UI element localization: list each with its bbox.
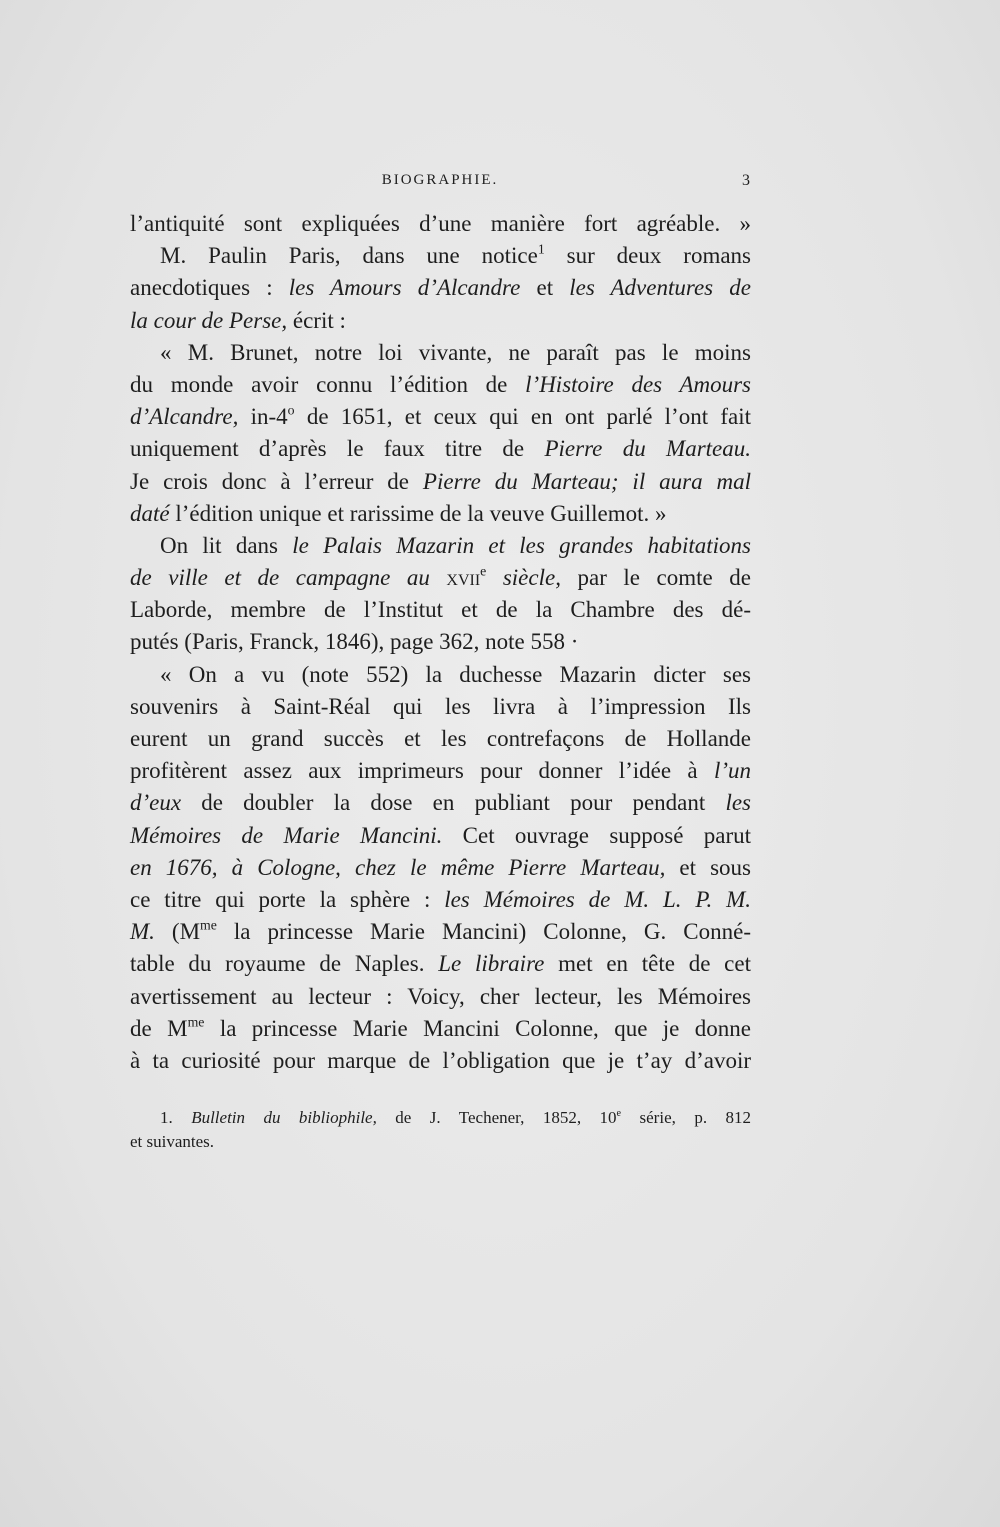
text-line: M. Paulin Paris, dans une notice$^1$ sur deux romans bbox=[160, 241, 752, 269]
italic-text: daté bbox=[130, 500, 170, 526]
superscript: 1 bbox=[537, 241, 545, 257]
italic-text: Le libraire bbox=[438, 951, 545, 977]
text-line: uniquement d’après le faux titre de Pierre du Marteau. bbox=[130, 436, 751, 462]
text-line: anecdotiques : les Amours d’Alcandre et les Adventures de bbox=[130, 275, 751, 301]
superscript: me bbox=[187, 1014, 205, 1030]
text-line: profitèrent assez aux imprimeurs pour donner l’idée à l’un bbox=[130, 758, 751, 784]
italic-text: l’Histoire des Amours bbox=[525, 371, 752, 397]
text-line: ce titre qui porte la sphère : les Mémoires de M. L. P. M. bbox=[130, 886, 751, 912]
italic-text: la cour de Perse, bbox=[130, 307, 288, 333]
italic-text: le Palais Mazarin et les grandes habitations bbox=[292, 532, 751, 558]
text-line: Je crois donc à l’erreur de Pierre du Marteau; il aura mal bbox=[130, 468, 751, 494]
italic-text: les Adventures de bbox=[569, 275, 751, 301]
body-text bbox=[130, 208, 751, 1077]
italic-text: Bulletin du bibliophile, bbox=[191, 1108, 377, 1127]
text-line: de $M^{me}$ la princesse Marie Mancini Colonne, que je donne bbox=[130, 1014, 751, 1041]
footnote-line: 1. Bulletin du bibliophile, de J. Techener, 1852, 10e série, p. 812 bbox=[160, 1107, 752, 1127]
text-line: On lit dans le Palais Mazarin et les grandes habitations bbox=[160, 532, 751, 558]
italic-text: d’Alcandre, bbox=[130, 404, 239, 430]
text-line: M. ($M^{me}$ la princesse Marie Mancini) Colonne, G. Conné- bbox=[130, 917, 751, 945]
small-caps-text: xvii bbox=[446, 565, 481, 591]
italic-text: en 1676, à Cologne, chez le même Pierre Marteau, bbox=[130, 854, 666, 880]
superscript: me bbox=[200, 917, 217, 933]
italic-text: siècle, bbox=[502, 565, 561, 591]
running-head bbox=[130, 172, 750, 196]
text-line: daté l’édition unique et rarissime de la veuve Guillemot. » bbox=[130, 500, 667, 526]
text-line: « On a vu (note 552) la duchesse Mazarin dicter ses bbox=[160, 661, 751, 687]
text-line: table du royaume de Naples. Le libraire met en tête de cet bbox=[130, 951, 751, 977]
italic-text: les Amours d’Alcandre bbox=[288, 275, 521, 301]
text-line: « M. Brunet, notre loi vivante, ne paraît pas le moins bbox=[160, 339, 751, 365]
text-line: la cour de Perse, écrit : bbox=[130, 307, 346, 333]
superscript: e bbox=[616, 1107, 622, 1119]
italic-text: les Mémoires de M. L. P. M. bbox=[444, 886, 751, 912]
text-line: de ville et de campagne au xvii$^e$ siècle, par le comte de bbox=[130, 563, 752, 591]
text-line: putés (Paris, Franck, 1846), page 362, note 558 · bbox=[130, 629, 579, 655]
text-line: l’antiquité sont expliquées d’une manière fort agréable. » bbox=[130, 211, 751, 236]
page-number: 3 bbox=[742, 172, 750, 189]
italic-text: de ville et de campagne au bbox=[130, 565, 430, 591]
text-line: Laborde, membre de l’Institut et de la Chambre des dé- bbox=[130, 597, 751, 623]
footnote-line: et suivantes. bbox=[130, 1132, 215, 1151]
text-line: souvenirs à Saint-Réal qui les livra à l’impression Ils bbox=[130, 693, 751, 719]
footnotes bbox=[130, 1106, 751, 1154]
text-line: en 1676, à Cologne, chez le même Pierre Marteau, et sous bbox=[130, 854, 752, 880]
italic-text: Mémoires de Marie Mancini. bbox=[130, 822, 443, 848]
italic-text: l’un bbox=[713, 758, 751, 784]
text-line: d’eux de doubler la dose en publiant pour pendant les bbox=[130, 790, 751, 816]
italic-text: Pierre du Marteau; il aura mal bbox=[422, 468, 751, 494]
superscript: e bbox=[480, 563, 487, 579]
italic-text: d’eux bbox=[130, 790, 182, 816]
italic-text: Pierre du Marteau. bbox=[544, 436, 751, 462]
text-line: Mémoires de Marie Mancini. Cet ouvrage supposé parut bbox=[130, 822, 751, 848]
text-line: à ta curiosité pour marque de l’obligation que je t’ay d’avoir bbox=[130, 1047, 751, 1073]
text-line: avertissement au lecteur : Voicy, cher lecteur, les Mémoires bbox=[130, 983, 751, 1009]
running-title: BIOGRAPHIE. bbox=[381, 172, 499, 188]
italic-text: les bbox=[725, 790, 751, 816]
superscript: o bbox=[287, 402, 295, 418]
text-line: eurent un grand succès et les contrefaçons de Hollande bbox=[130, 726, 751, 751]
italic-text: M. bbox=[130, 919, 155, 945]
text-line: du monde avoir connu l’édition de l’Histoire des Amours bbox=[130, 371, 752, 397]
text-line: d’Alcandre, in-4$^o$ de 1651, et ceux qui en ont parlé l’ont fait bbox=[130, 402, 751, 430]
